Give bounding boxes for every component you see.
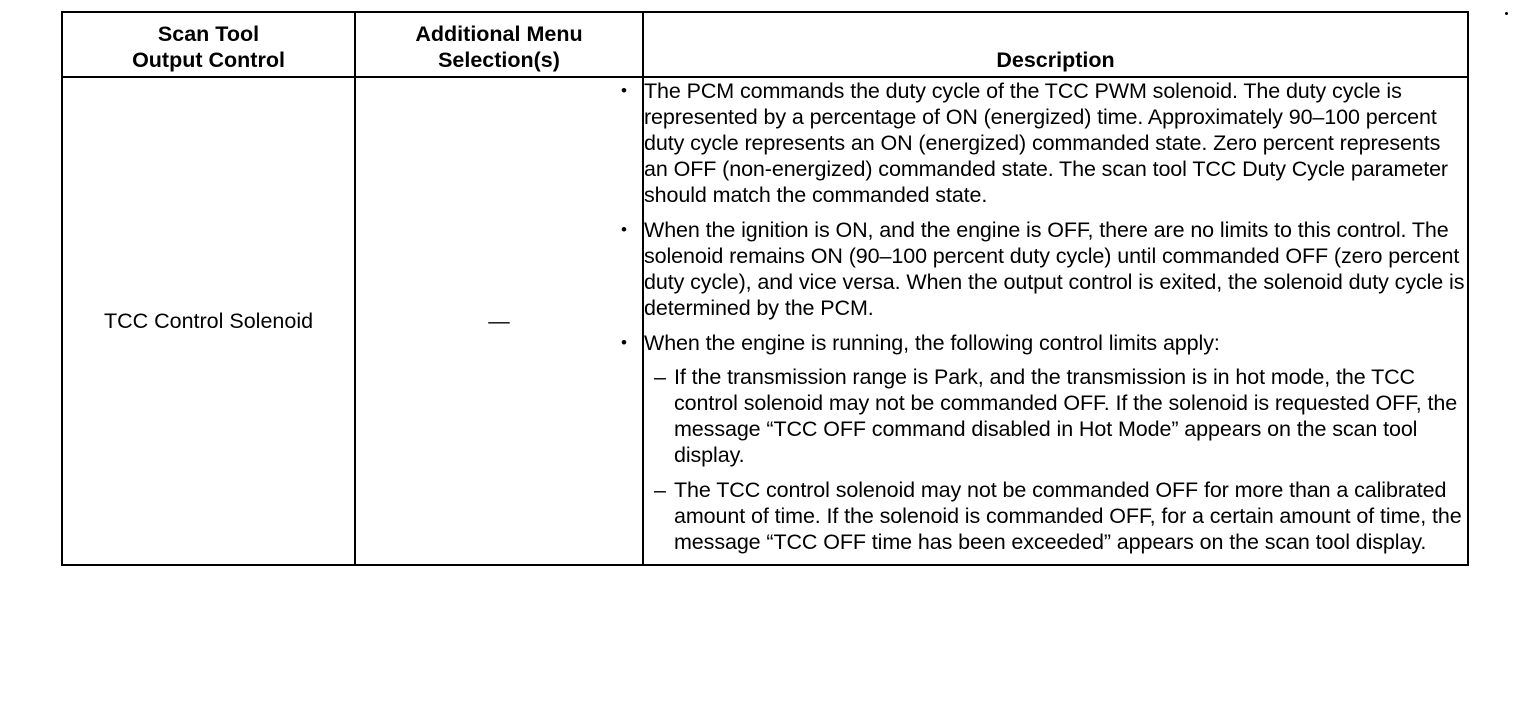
control-limits-list [674, 364, 1467, 555]
header-additional-menu-selections [355, 12, 643, 77]
description-bullet: • The PCM commands the duty cycle of the TCC PWM solenoid. The duty cycle is represented by a percentage of ON (energized) time. Approximately 90–100 percent duty cycle represents an ON (energized) commanded state. Zero percent represents an OFF (non-energized) commanded state. The scan tool TCC Duty Cycle parameter should match the commanded state. [644, 78, 1467, 208]
header-line: Additional Menu [415, 22, 583, 46]
description-bullet [644, 330, 1467, 555]
header-line: Scan Tool [157, 22, 260, 46]
header-line: Output Control [132, 48, 285, 72]
table-row [62, 77, 1468, 565]
output-control-cell: TCC Control Solenoid [62, 77, 355, 565]
description-bullet: • When the ignition is ON, and the engine is OFF, there are no limits to this control. The solenoid remains ON (90–100 percent duty cycle) until commanded OFF (zero percent duty cycle), and vice versa. When the output control is exited, the solenoid duty cycle is determined by the PCM. [644, 217, 1467, 321]
bullet-text: When the engine is running, the following control limits apply: [644, 331, 1220, 355]
scan-speck [1505, 12, 1508, 15]
header-description [643, 12, 1468, 77]
output-control-table [61, 11, 1469, 566]
menu-selection-cell: — [355, 77, 643, 565]
control-limit-item: – If the transmission range is Park, and the transmission is in hot mode, the TCC control solenoid may not be commanded OFF. If the solenoid is requested OFF, the message “TCC OFF command disabled in Hot Mode” appears on the scan tool display. [674, 364, 1467, 468]
header-scan-tool-output-control [62, 12, 355, 77]
control-limit-item: – The TCC control solenoid may not be commanded OFF for more than a calibrated amount of time. If the solenoid is commanded OFF, for a certain amount of time, the message “TCC OFF time has been exceeded” appears on the scan tool display. [674, 477, 1467, 555]
description-cell [643, 77, 1468, 565]
header-line: Selection(s) [438, 48, 560, 72]
header-row [62, 12, 1468, 77]
header-line: Description [996, 48, 1115, 72]
table-header [62, 12, 1468, 77]
